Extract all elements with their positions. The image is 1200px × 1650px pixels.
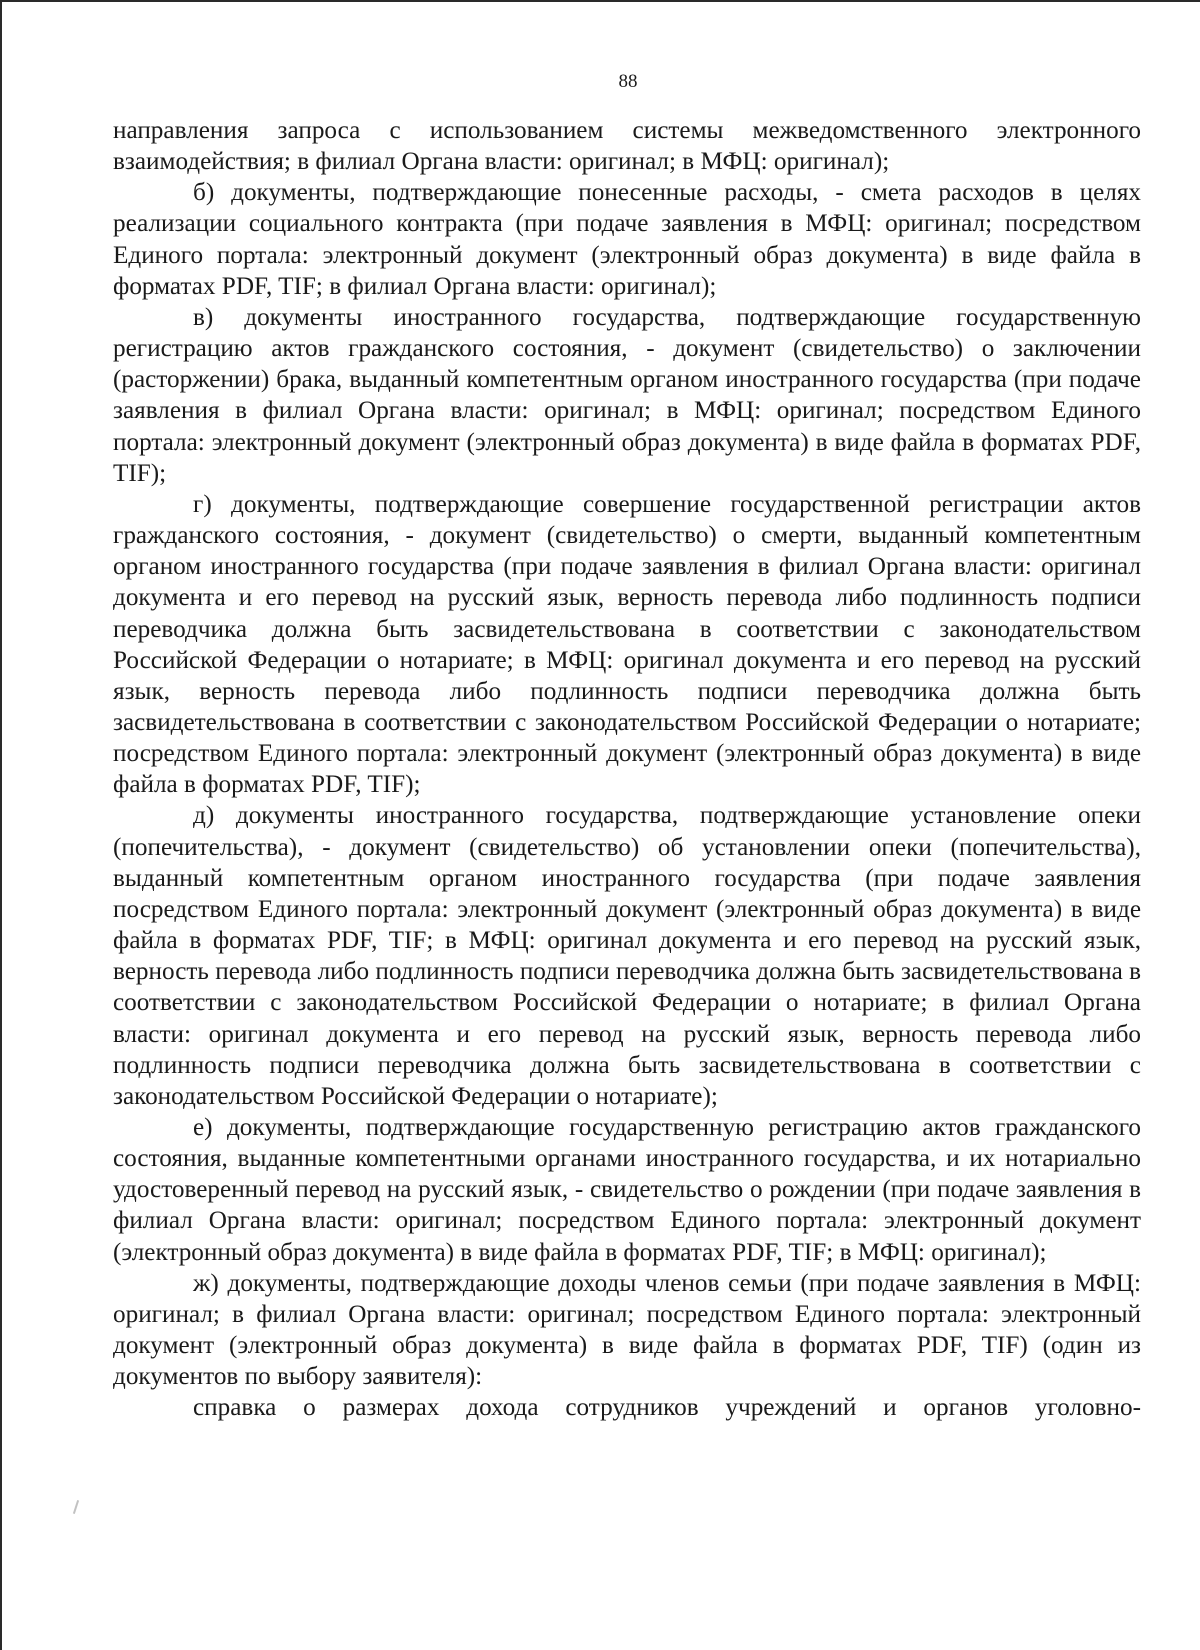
paragraph-item-d: д) документы иностранного государства, подтверждающие установление опеки (попечительства), - документ (свидетельство) об установлении опеки (попечительства), выданный компетентным органом иностранного государства (при подаче заявления посредством Единого портала: электронный документ (электронный образ документа) в виде файла в форматах PDF, TIF; в МФЦ: оригинал документа и его перевод на русский язык, верность перевода либо подлинность подписи переводчика должна быть засвидетельствована в соответствии с законодательством Российской Федерации о нотариате; в филиал Органа власти: оригинал документа и его перевод на русский язык, верность перевода либо подлинность подписи переводчика должна быть засвидетельствована в соответствии с законодательством Российской Федерации о нотариате); (113, 802, 1141, 1110)
document-body (113, 115, 1141, 1424)
page-number: 88 (618, 71, 638, 92)
paragraph-item-e: е) документы, подтверждающие государственную регистрацию актов гражданского состояния, выданные компетентными органами иностранного государства, и их нотариально удостоверенный перевод на русский язык, - свидетельство о рождении (при подаче заявления в филиал Органа власти: оригинал; посредством Единого портала: электронный документ (электронный образ документа) в виде файла в форматах PDF, TIF; в МФЦ: оригинал); (113, 1114, 1141, 1266)
paragraph-continuation: направления запроса с использованием системы межведомственного электронного взаимодействия; в филиал Органа власти: оригинал; в МФЦ: оригинал); (113, 117, 1141, 176)
scan-edge-left (0, 0, 2, 1650)
paragraph-item-b: б) документы, подтверждающие понесенные расходы, - смета расходов в целях реализации социального контракта (при подаче заявления в МФЦ: оригинал; посредством Единого портала: электронный документ (электронный образ документа) в виде файла в форматах PDF, TIF; в филиал Органа власти: оригинал); (113, 179, 1141, 300)
scan-edge-top (0, 0, 1200, 2)
scan-speck (73, 1500, 79, 1514)
paragraph-item-g: г) документы, подтверждающие совершение государственной регистрации актов гражданского состояния, - документ (свидетельство) о смерти, выданный компетентным органом иностранного государства (при подаче заявления в филиал Органа власти: оригинал документа и его перевод на русский язык, верность перевода либо подлинность подписи переводчика должна быть засвидетельствована в соответствии с законодательством Российской Федерации о нотариате; в МФЦ: оригинал документа и его перевод на русский язык, верность перевода либо подлинность подписи переводчика должна быть засвидетельствована в соответствии с законодательством Российской Федерации о нотариате; посредством Единого портала: электронный документ (электронный образ документа) в виде файла в форматах PDF, TIF); (113, 490, 1141, 799)
paragraph-income-certificate: справка о размерах дохода сотрудников учреждений и органов уголовно- (193, 1394, 1141, 1422)
paragraph-item-v: в) документы иностранного государства, подтверждающие государственную регистрацию актов гражданского состояния, - документ (свидетельство) о заключении (расторжении) брака, выданный компетентным органом иностранного государства (при подаче заявления в филиал Органа власти: оригинал; в МФЦ: оригинал; посредством Единого портала: электронный документ (электронный образ документа) в виде файла в форматах PDF, TIF); (113, 303, 1141, 487)
paragraph-item-zh: ж) документы, подтверждающие доходы членов семьи (при подаче заявления в МФЦ: оригинал; в филиал Органа власти: оригинал; посредством Единого портала: электронный документ (электронный образ документа) в виде файла в форматах PDF, TIF) (один из документов по выбору заявителя): (113, 1269, 1141, 1391)
